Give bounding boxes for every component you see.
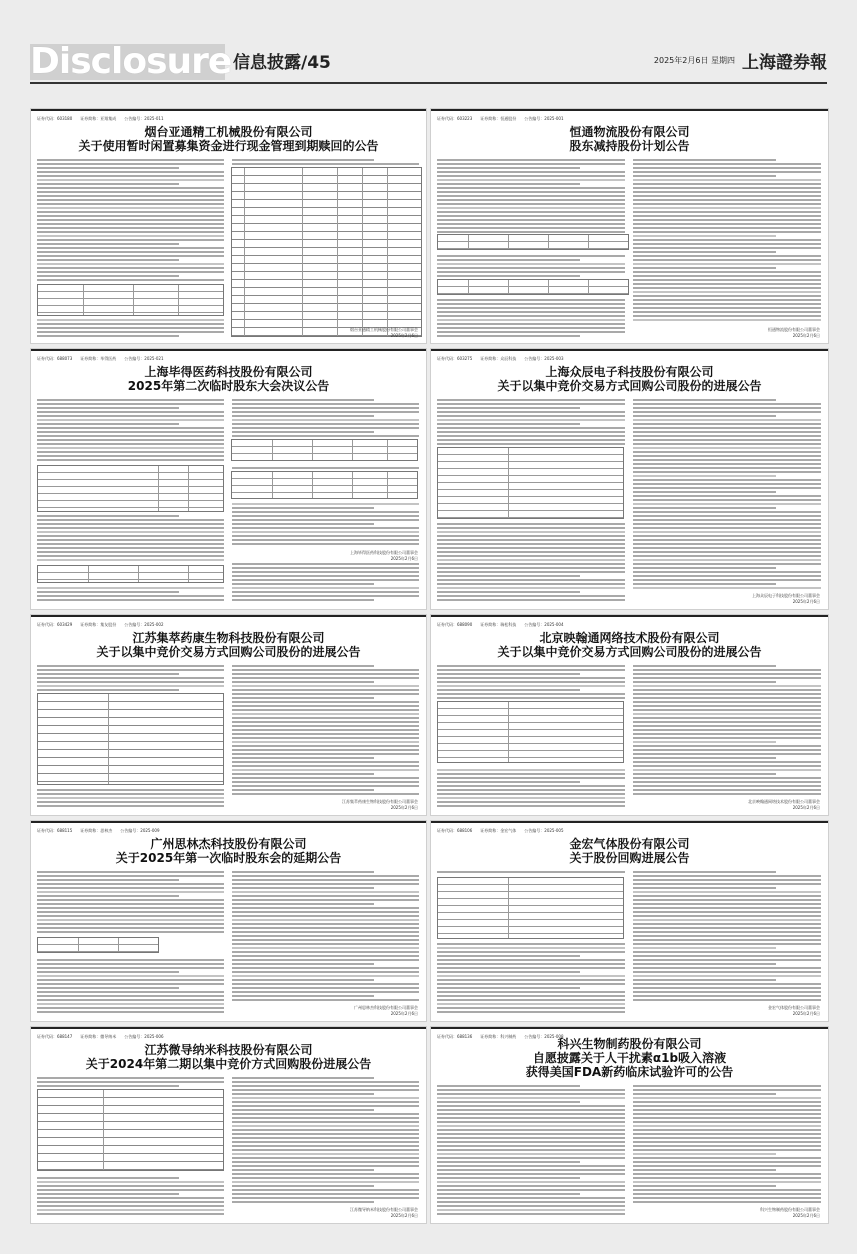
notice-title: 科兴生物制药股份有限公司 自愿披露关于人干扰素α1b吸入溶液 获得美国FDA新药临床试验许可的公告: [525, 1037, 734, 1079]
data-table: [437, 701, 624, 763]
notice-code: 证券代码：688115 证券简称：思林杰 公告编号：2025-009: [37, 828, 160, 833]
notice-title: 江苏集萃药康生物科技股份有限公司 关于以集中竞价交易方式回购公司股份的进展公告: [96, 631, 361, 659]
newspaper-name: 上海證券報: [742, 53, 827, 73]
notice-title: 北京映翰通网络技术股份有限公司 关于以集中竞价交易方式回购公司股份的进展公告: [497, 631, 762, 659]
notice-title: 江苏微导纳米科技股份有限公司 关于2024年第二期以集中竞价方式回购股份进展公告: [85, 1043, 372, 1071]
notice-card: [30, 1026, 427, 1224]
notice-card: [30, 348, 427, 610]
notice-footer: 上海众辰电子科技股份有限公司董事会 2025年2月6日: [752, 593, 820, 604]
page-header: [30, 40, 827, 84]
notice-card: [30, 820, 427, 1022]
notice-title: 上海毕得医药科技股份有限公司 2025年第二次临时股东大会决议公告: [127, 365, 330, 393]
notice-code: 证券代码：603429 证券简称：集友股份 公告编号：2025-002: [37, 622, 164, 627]
notice-footer: 北京映翰通网络技术股份有限公司董事会 2025年2月6日: [748, 799, 820, 810]
notice-card: [430, 1026, 829, 1224]
notice-title: 恒通物流股份有限公司 股东减持股份计划公告: [569, 125, 690, 153]
notice-footer: 恒通物流股份有限公司董事会 2025年2月6日: [768, 327, 820, 338]
data-table: [231, 471, 418, 499]
data-table: [437, 877, 624, 939]
data-table: [37, 465, 224, 512]
notice-footer: 科兴生物制药股份有限公司董事会 2025年2月6日: [760, 1207, 820, 1218]
notice-code: 证券代码：688136 证券简称：科兴制药 公告编号：2025-008: [437, 1034, 564, 1039]
data-table: [231, 439, 418, 461]
notice-title: 金宏气体股份有限公司 关于股份回购进展公告: [569, 837, 690, 865]
notice-card: [30, 108, 427, 344]
notice-card: [430, 108, 829, 344]
notice-footer: 金宏气体股份有限公司董事会 2025年2月6日: [768, 1005, 820, 1016]
notice-card: [430, 614, 829, 816]
notice-title: 烟台亚通精工机械股份有限公司 关于使用暂时闲置募集资金进行现金管理到期赎回的公告: [78, 125, 379, 153]
notice-footer: 上海毕得医药科技股份有限公司董事会 2025年2月6日: [350, 550, 418, 561]
notice-card: [430, 820, 829, 1022]
notice-code: 证券代码：688073 证券简称：毕得医药 公告编号：2025-021: [37, 356, 164, 361]
issue-date: 2025年2月6日 星期四: [653, 56, 735, 65]
notice-card: [430, 348, 829, 610]
notice-code: 证券代码：603275 证券简称：众辰科技 公告编号：2025-003: [437, 356, 564, 361]
data-table: [437, 447, 624, 519]
data-table: [37, 565, 224, 583]
section-title: 信息披露/45: [233, 53, 331, 73]
notice-footer: 广州思林杰科技股份有限公司董事会 2025年2月6日: [354, 1005, 418, 1016]
brand-logo: Disclosure: [30, 41, 232, 82]
notice-footer: 烟台亚通精工机械股份有限公司董事会 2025年2月6日: [350, 327, 418, 338]
notice-footer: 江苏微导纳米科技股份有限公司董事会 2025年2月6日: [350, 1207, 418, 1218]
notice-code: 证券代码：688147 证券简称：微导纳米 公告编号：2025-006: [37, 1034, 164, 1039]
data-table: [37, 1089, 224, 1171]
notice-title: 上海众辰电子科技股份有限公司 关于以集中竞价交易方式回购公司股份的进展公告: [497, 365, 762, 393]
data-table: [437, 234, 629, 250]
notice-code: 证券代码：603180 证券简称：亚翔集成 公告编号：2025-011: [37, 116, 164, 121]
notice-card: [30, 614, 427, 816]
data-table: [437, 279, 629, 295]
notice-footer: 江苏集萃药康生物科技股份有限公司董事会 2025年2月6日: [342, 799, 418, 810]
data-table: [231, 167, 422, 337]
data-table: [37, 693, 224, 785]
notice-code: 证券代码：688090 证券简称：瑞松科技 公告编号：2025-004: [437, 622, 564, 627]
notice-code: 证券代码：688106 证券简称：金宏气体 公告编号：2025-005: [437, 828, 564, 833]
notice-code: 证券代码：603223 证券简称：恒通股份 公告编号：2025-001: [437, 116, 564, 121]
data-table: [37, 937, 159, 953]
notice-title: 广州思林杰科技股份有限公司 关于2025年第一次临时股东会的延期公告: [115, 837, 342, 865]
data-table: [37, 284, 224, 316]
